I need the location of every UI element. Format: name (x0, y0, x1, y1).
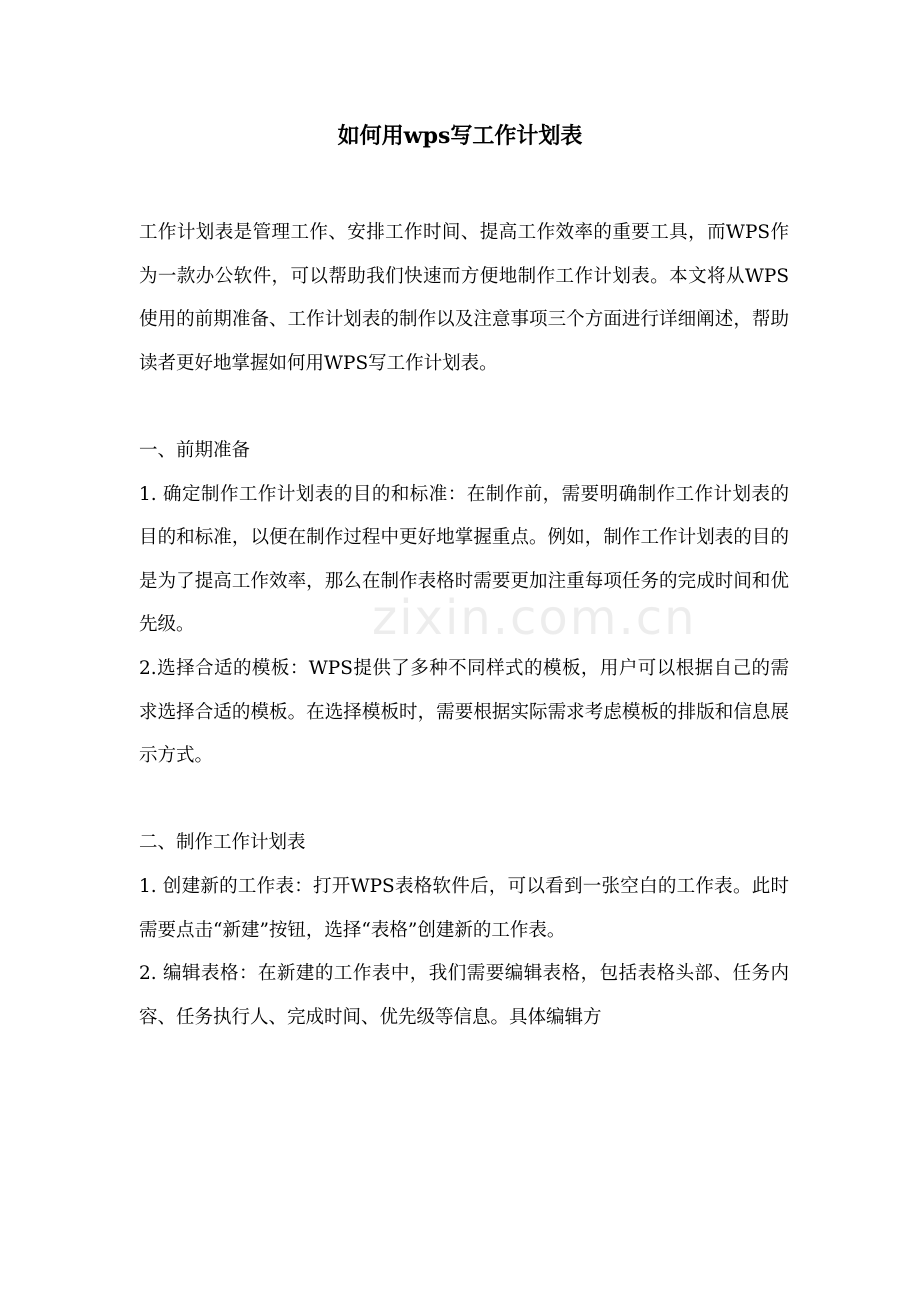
preparation-item-1: 1. 确定制作工作计划表的目的和标准：在制作前，需要明确制作工作计划表的目的和标准，以便在制作过程中更好地掌握重点。例如，制作工作计划表的目的是为了提高工作效率，那么在制作表格时需要更加注重每项任务的完成时间和优先级。 (139, 483, 789, 636)
creation-item-2: 2. 编辑表格：在新建的工作表中，我们需要编辑表格，包括表格头部、任务内容、任务执行人、完成时间、优先级等信息。具体编辑方 (139, 963, 789, 1028)
document-title: 如何用wps写工作计划表 (337, 123, 583, 149)
creation-item-1: 1. 创建新的工作表：打开WPS表格软件后，可以看到一张空白的工作表。此时需要点击“新建”按钮，选择“表格”创建新的工作表。 (139, 875, 789, 941)
document-body (139, 211, 789, 1039)
spacer (139, 385, 789, 429)
section-heading-preparation: 一、前期准备 (139, 439, 251, 461)
intro-paragraph: 工作计划表是管理工作、安排工作时间、提高工作效率的重要工具，而WPS作为一款办公软件，可以帮助我们快速而方便地制作工作计划表。本文将从WPS使用的前期准备、工作计划表的制作以及注意事项三个方面进行详细阐述，帮助读者更好地掌握如何用WPS写工作计划表。 (139, 222, 789, 374)
watermark: zixin.com.cn (372, 590, 697, 646)
section-heading-creation: 二、制作工作计划表 (139, 832, 306, 854)
spacer (139, 778, 789, 822)
preparation-item-2: 2.选择合适的模板：WPS提供了多种不同样式的模板，用户可以根据自己的需求选择合适的模板。在选择模板时，需要根据实际需求考虑模板的排版和信息展示方式。 (139, 657, 789, 767)
